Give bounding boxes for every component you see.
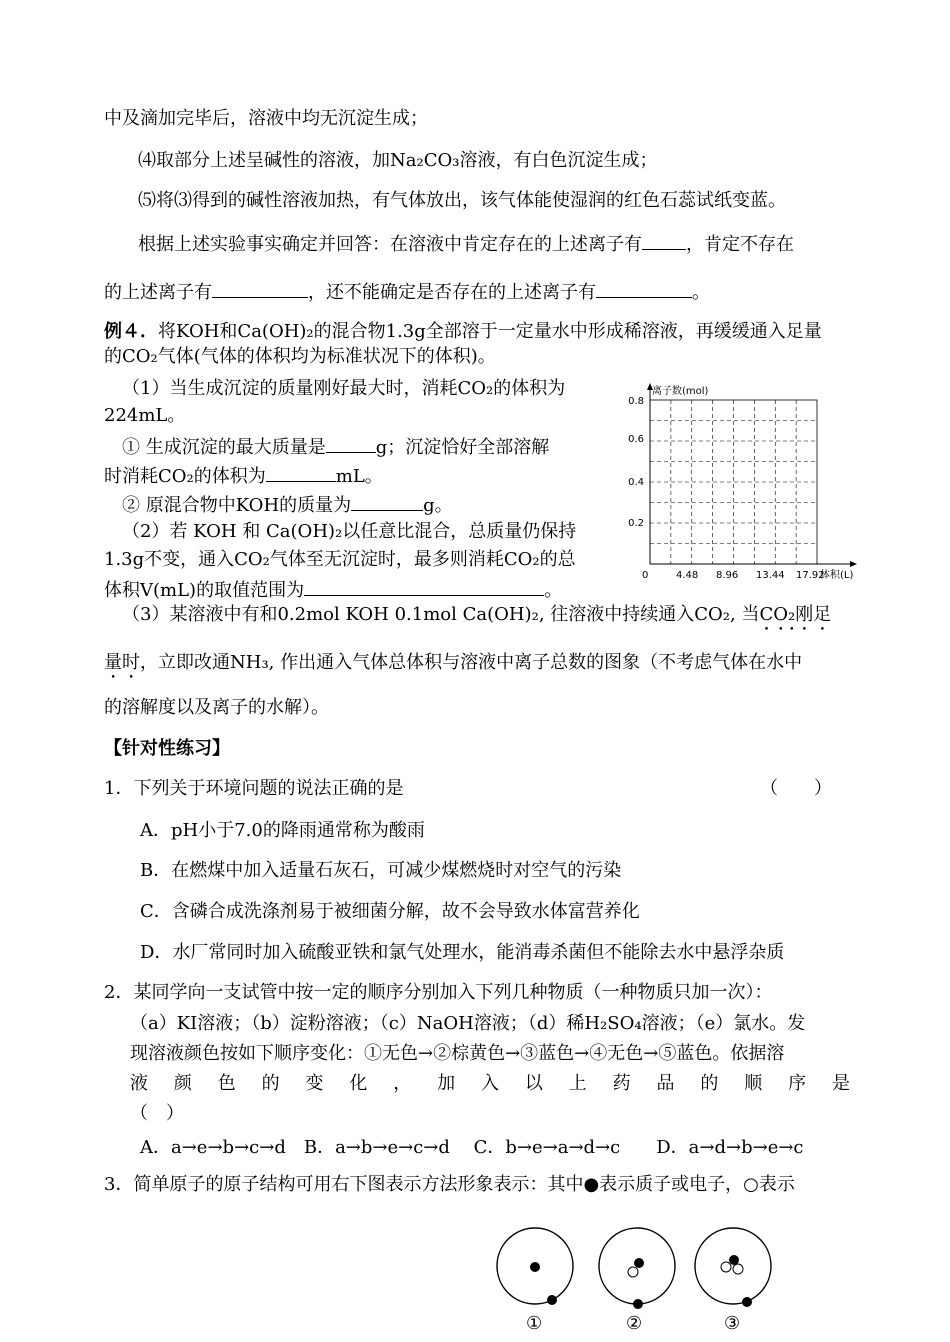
q1-line-d [104, 463, 383, 488]
answer-blank[interactable] [642, 231, 686, 250]
practice-q2-line-b: （a）KI溶液；（b）淀粉溶液；（c）NaOH溶液；（d）稀H₂SO₄溶液；（e）氯水。发 [130, 1013, 806, 1034]
answer-blank[interactable] [266, 463, 336, 482]
atom-label: ① [526, 1313, 543, 1334]
practice-title: 【针对性练习】 [104, 738, 230, 759]
practice-q2-options: A．a→e→b→c→d B．a→b→e→c→d C．b→e→a→d→c D．a→d→b→e→c [140, 1137, 804, 1158]
atom-label: ③ [724, 1313, 741, 1334]
spaced-char: 的 [700, 1073, 719, 1094]
q2-line-b: 1.3g不变，通入CO₂气体至无沉淀时，最多则消耗CO₂的总 [104, 549, 576, 570]
x-tick-label: 4.48 [676, 570, 699, 581]
q1-line-e [122, 492, 453, 517]
x-tick-label: 13.44 [756, 570, 785, 581]
y-axis-label: 离子数(mol) [652, 386, 709, 397]
option-c: C．含磷合成洗涤剂易于被细菌分解，故不会导致水体富营养化 [140, 901, 640, 922]
q3-line-a [122, 604, 831, 635]
answer-blank[interactable] [326, 434, 376, 453]
q-text: 。 [544, 580, 563, 601]
spaced-char: 品 [656, 1073, 675, 1094]
spaced-char: 顺 [744, 1073, 763, 1094]
spaced-char: 色 [217, 1073, 236, 1094]
q1-line-b: 224mL。 [104, 405, 186, 426]
x-tick-label: 8.96 [716, 570, 739, 581]
question-text: 的上述离子有 [104, 282, 212, 303]
step-4: ⑷取部分上述呈碱性的溶液，加Na₂CO₃溶液，有白色沉淀生成； [138, 150, 658, 171]
y-tick-label: 0.8 [628, 396, 644, 407]
x-tick-label: 0 [642, 570, 649, 581]
atom-label: ② [626, 1313, 643, 1334]
example-text: 将KOH和Ca(OH)₂的混合物1.3g全部溶于一定量水中形成稀溶液，再缓缓通入足量 [158, 321, 822, 342]
option-b: B．在燃煤中加入适量石灰石，可减少煤燃烧时对空气的污染 [140, 860, 622, 881]
spaced-char: ， [393, 1073, 412, 1094]
practice-q2: 2．某同学向一支试管中按一定的顺序分别加入下列几种物质（一种物质只加一次）： [104, 982, 773, 1003]
spaced-char: 加 [437, 1073, 456, 1094]
question-line-2 [104, 279, 710, 304]
line-continuation: 中及滴加完毕后，溶液中均无沉淀生成； [104, 108, 428, 129]
q2-line-a: （2）若 KOH 和 Ca(OH)₂以任意比混合，总质量仍保持 [122, 521, 577, 542]
spaced-char: 以 [524, 1073, 543, 1094]
y-tick-label: 0.6 [628, 434, 644, 445]
option-a: A．pH小于7.0的降雨通常称为酸雨 [140, 820, 425, 841]
answer-paren[interactable]: （ ） [130, 1103, 184, 1124]
y-tick-label: 0.4 [628, 477, 644, 488]
question-line-1 [138, 231, 794, 256]
spaced-char: 化 [349, 1073, 368, 1094]
emphasis-text: CO₂刚足 [759, 604, 832, 625]
spaced-char: 上 [568, 1073, 587, 1094]
answer-blank[interactable] [351, 492, 423, 511]
q-text: g。 [423, 495, 453, 516]
q1-line-c [122, 434, 549, 459]
spaced-char: 药 [612, 1073, 631, 1094]
example-4-line-1 [104, 321, 822, 343]
x-axis-label: 体积(L) [820, 570, 854, 581]
spaced-char: 变 [305, 1073, 324, 1094]
example-4-line-2: 的CO₂气体(气体的体积均为标准状况下的体积)。 [104, 346, 496, 367]
question-text: ，肯定不存在 [686, 234, 794, 255]
emphasis-text: 量时 [104, 652, 140, 673]
question-text: ，还不能确定是否存在的上述离子有 [308, 282, 596, 303]
q1-line-a: （1）当生成沉淀的质量刚好最大时，消耗CO₂的体积为 [122, 378, 566, 399]
example-label: 例４． [104, 321, 158, 342]
q-text: ，立即改通NH₃, 作出通入气体总体积与溶液中离子总数的图象（不考虑气体在水中 [140, 652, 803, 673]
q-text: ② 原混合物中KOH的质量为 [122, 495, 352, 516]
spaced-char: 颜 [173, 1073, 192, 1094]
practice-q2-line-c: 现溶液颜色按如下顺序变化：①无色→②棕黄色→③蓝色→④无色→⑤蓝色。依据溶 [130, 1043, 785, 1064]
q-text: ① 生成沉淀的最大质量是 [122, 437, 326, 458]
practice-q1: 1．下列关于环境问题的说法正确的是 [104, 778, 404, 799]
q-text: mL。 [335, 466, 383, 487]
spaced-char: 入 [481, 1073, 499, 1094]
practice-q3: 3．简单原子的原子结构可用右下图表示方法形象表示：其中●表示质子或电子，○表示 [104, 1174, 795, 1195]
question-text: 。 [692, 282, 710, 303]
q3-line-b [104, 652, 802, 683]
x-tick-label: 17.92 [796, 570, 825, 581]
answer-paren[interactable]: （ ） [760, 778, 832, 799]
q-text: 体积V(mL)的取值范围为 [104, 580, 305, 601]
q2-line-c [104, 577, 562, 602]
ion-volume-graph [620, 378, 880, 588]
answer-blank[interactable] [212, 279, 308, 298]
answer-blank[interactable] [304, 577, 544, 596]
graph-grid [650, 400, 817, 564]
spaced-char: 的 [261, 1073, 280, 1094]
spaced-char: 是 [832, 1073, 850, 1094]
q-text: g；沉淀恰好全部溶解 [375, 437, 550, 458]
y-tick-label: 0.2 [628, 518, 644, 529]
q-text: 时消耗CO₂的体积为 [104, 466, 266, 487]
answer-blank[interactable] [596, 279, 692, 298]
spaced-char: 液 [130, 1073, 148, 1094]
q-text: （3）某溶液中有和0.2mol KOH 0.1mol Ca(OH)₂, 往溶液中持续通入CO₂, 当 [122, 604, 760, 625]
practice-q2-line-d [130, 1073, 850, 1095]
q3-line-c: 的溶解度以及离子的水解）。 [104, 697, 329, 718]
question-text: 根据上述实验事实确定并回答：在溶液中肯定存在的上述离子有 [138, 234, 642, 255]
step-5: ⑸将⑶得到的碱性溶液加热，有气体放出，该气体能使湿润的红色石蕊试纸变蓝。 [138, 190, 786, 211]
spaced-char: 序 [788, 1073, 807, 1094]
option-d: D．水厂常同时加入硫酸亚铁和氯气处理水，能消毒杀菌但不能除去水中悬浮杂质 [140, 942, 785, 963]
